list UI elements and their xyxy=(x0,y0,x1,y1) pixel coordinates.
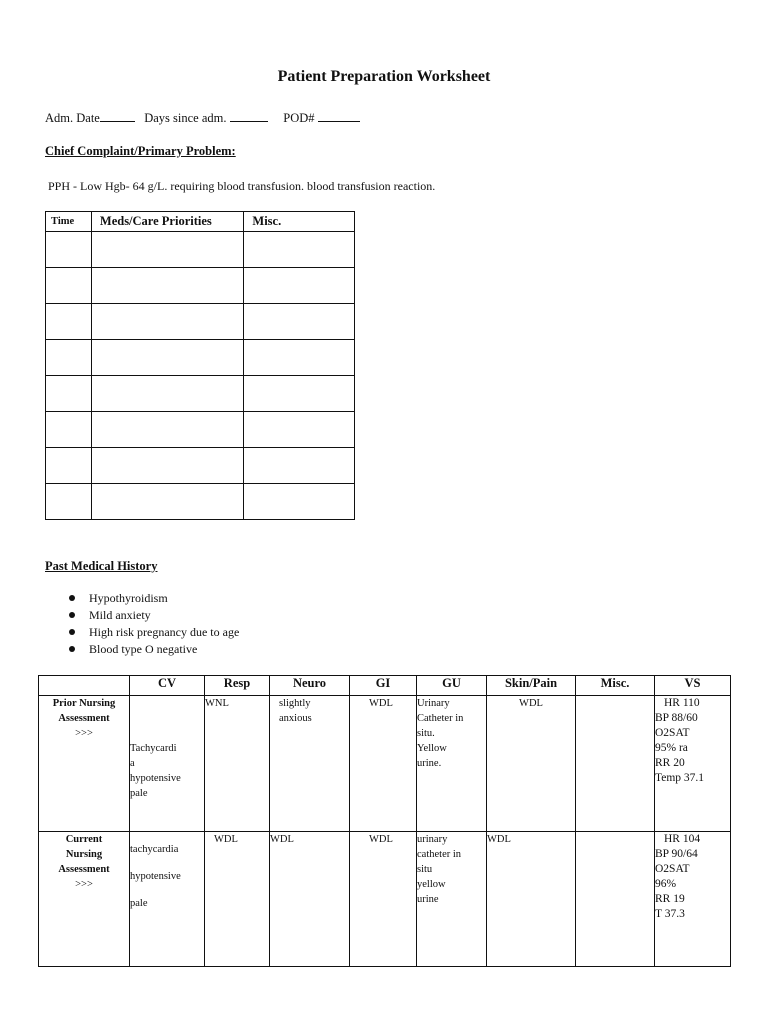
days-since-adm-field[interactable] xyxy=(230,109,268,122)
current-gi-value: WDL xyxy=(369,834,393,845)
chief-complaint-text: PPH - Low Hgb- 64 g/L. requiring blood transfusion. blood transfusion reaction. xyxy=(48,179,436,193)
current-gu-line: situ xyxy=(417,864,433,875)
current-neuro-value: WDL xyxy=(270,834,294,845)
prior-assessment-row xyxy=(39,696,731,832)
prior-cv-line: a xyxy=(130,758,135,769)
vs-header: VS xyxy=(655,676,731,696)
cv-header: CV xyxy=(130,676,205,696)
current-vs-line: T 37.3 xyxy=(655,908,685,920)
current-misc-cell[interactable] xyxy=(576,832,655,967)
misc-cell[interactable] xyxy=(244,484,355,520)
prior-misc-cell[interactable] xyxy=(576,696,655,832)
prior-neuro-line: anxious xyxy=(279,713,312,724)
current-assessment-label: Current Nursing Assessment xyxy=(58,834,110,875)
time-header: Time xyxy=(46,212,92,232)
prior-gu-line: urine. xyxy=(417,758,442,769)
prior-cv-line: hypotensive xyxy=(130,773,181,784)
current-cv-line: pale xyxy=(130,898,148,909)
current-gi-cell[interactable] xyxy=(350,832,417,967)
adm-date-label: Adm. Date xyxy=(45,111,100,125)
prior-resp-cell[interactable] xyxy=(205,696,270,832)
adm-date-field[interactable] xyxy=(100,109,135,122)
skin-pain-header: Skin/Pain xyxy=(487,676,576,696)
table-row xyxy=(46,448,355,484)
current-skin-pain-value: WDL xyxy=(487,834,511,845)
meds-cell[interactable] xyxy=(91,340,244,376)
prior-gu-cell[interactable] xyxy=(417,696,487,832)
misc-cell[interactable] xyxy=(244,412,355,448)
prior-vs-line: O2SAT xyxy=(655,727,690,739)
prior-vs-cell[interactable] xyxy=(655,696,731,832)
current-gu-line: urinary xyxy=(417,834,448,845)
misc-header: Misc. xyxy=(576,676,655,696)
prior-neuro-cell[interactable] xyxy=(270,696,350,832)
gu-header: GU xyxy=(417,676,487,696)
current-gu-line: catheter in xyxy=(417,849,462,860)
prior-cv-line: Tachycardi xyxy=(130,743,177,754)
meds-care-priorities-header: Meds/Care Priorities xyxy=(91,212,244,232)
time-cell[interactable] xyxy=(46,448,92,484)
meds-cell[interactable] xyxy=(91,376,244,412)
time-cell[interactable] xyxy=(46,376,92,412)
time-cell[interactable] xyxy=(46,268,92,304)
misc-cell[interactable] xyxy=(244,376,355,412)
misc-cell[interactable] xyxy=(244,232,355,268)
current-resp-value: WDL xyxy=(214,834,238,845)
current-assessment-label-cell xyxy=(39,832,130,967)
meds-header-row xyxy=(46,212,355,232)
current-skin-pain-cell[interactable] xyxy=(487,832,576,967)
chief-complaint-label: Chief Complaint/Primary Problem: xyxy=(45,144,236,158)
resp-header: Resp xyxy=(205,676,270,696)
time-cell[interactable] xyxy=(46,304,92,340)
past-medical-history-label: Past Medical History xyxy=(45,559,158,573)
current-vs-line: BP 90/64 xyxy=(655,848,698,860)
prior-gi-value: WDL xyxy=(369,698,393,709)
current-assessment-row xyxy=(39,832,731,967)
current-cv-cell[interactable] xyxy=(130,832,205,967)
meds-cell[interactable] xyxy=(91,232,244,268)
meds-cell[interactable] xyxy=(91,412,244,448)
time-cell[interactable] xyxy=(46,340,92,376)
nursing-assessment-table xyxy=(38,675,731,967)
prior-vs-line: BP 88/60 xyxy=(655,712,698,724)
table-row xyxy=(46,376,355,412)
current-assessment-arrows: >>> xyxy=(75,879,93,890)
current-gu-cell[interactable] xyxy=(417,832,487,967)
prior-vs-line: 95% ra xyxy=(655,742,688,754)
prior-gi-cell[interactable] xyxy=(350,696,417,832)
neuro-header: Neuro xyxy=(270,676,350,696)
prior-vs-line: RR 20 xyxy=(655,757,685,769)
misc-header: Misc. xyxy=(244,212,355,232)
prior-skin-pain-value: WDL xyxy=(519,698,543,709)
blank-header xyxy=(39,676,130,696)
prior-resp-value: WNL xyxy=(205,698,229,709)
table-row xyxy=(46,232,355,268)
prior-gu-line: Catheter in xyxy=(417,713,464,724)
table-row xyxy=(46,304,355,340)
meds-cell[interactable] xyxy=(91,448,244,484)
past-medical-history-list xyxy=(69,590,239,658)
misc-cell[interactable] xyxy=(244,304,355,340)
current-resp-cell[interactable] xyxy=(205,832,270,967)
misc-cell[interactable] xyxy=(244,340,355,376)
table-row xyxy=(46,412,355,448)
misc-cell[interactable] xyxy=(244,448,355,484)
time-cell[interactable] xyxy=(46,484,92,520)
assessment-header-row xyxy=(39,676,731,696)
prior-skin-pain-cell[interactable] xyxy=(487,696,576,832)
pod-label: POD# xyxy=(283,111,315,125)
prior-gu-line: Yellow xyxy=(417,743,447,754)
current-vs-line: 96% xyxy=(655,878,677,890)
table-row xyxy=(46,340,355,376)
meds-cell[interactable] xyxy=(91,304,244,340)
gi-header: GI xyxy=(350,676,417,696)
prior-neuro-line: slightly xyxy=(279,698,311,709)
list-item: Hypothyroidism xyxy=(69,590,239,607)
current-neuro-cell[interactable] xyxy=(270,832,350,967)
prior-vs-line: Temp 37.1 xyxy=(655,772,705,784)
page-title: Patient Preparation Worksheet xyxy=(277,68,491,85)
time-cell[interactable] xyxy=(46,412,92,448)
prior-assessment-arrows: >>> xyxy=(75,728,93,739)
current-vs-line: O2SAT xyxy=(655,863,690,875)
prior-vs-line: HR 110 xyxy=(664,697,700,709)
prior-gu-line: situ. xyxy=(417,728,435,739)
table-row xyxy=(46,484,355,520)
misc-cell[interactable] xyxy=(244,268,355,304)
current-cv-line: hypotensive xyxy=(130,871,181,882)
prior-assessment-label-cell xyxy=(39,696,130,832)
current-cv-line: tachycardia xyxy=(130,844,179,855)
list-item: High risk pregnancy due to age xyxy=(69,624,239,641)
current-vs-line: RR 19 xyxy=(655,893,685,905)
prior-gu-line: Urinary xyxy=(417,698,450,709)
prior-cv-line: pale xyxy=(130,788,148,799)
current-vs-line: HR 104 xyxy=(664,833,701,845)
prior-assessment-label: Prior Nursing Assessment xyxy=(52,698,116,724)
meds-cell[interactable] xyxy=(91,484,244,520)
days-since-adm-label: Days since adm. xyxy=(144,111,227,125)
current-vs-cell[interactable] xyxy=(655,832,731,967)
meds-care-table xyxy=(45,211,355,520)
pod-field[interactable] xyxy=(318,109,360,122)
time-cell[interactable] xyxy=(46,232,92,268)
admission-line xyxy=(45,109,360,126)
current-gu-line: yellow xyxy=(417,879,446,890)
prior-cv-cell[interactable] xyxy=(130,696,205,832)
table-row xyxy=(46,268,355,304)
meds-cell[interactable] xyxy=(91,268,244,304)
list-item: Mild anxiety xyxy=(69,607,239,624)
list-item: Blood type O negative xyxy=(69,641,239,658)
current-gu-line: urine xyxy=(417,894,439,905)
